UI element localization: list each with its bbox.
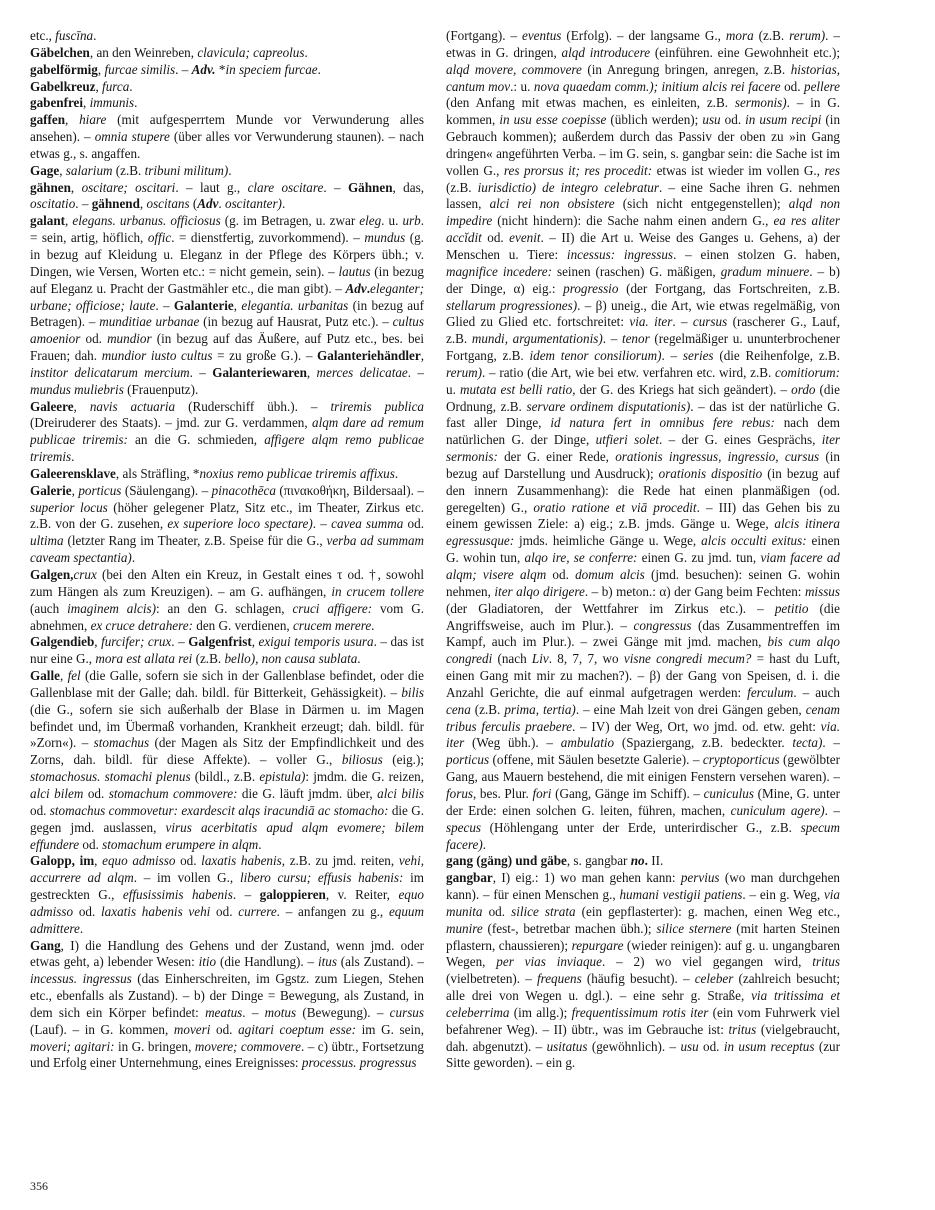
dictionary-entry: Galopp, im, equo admisso od. laxatis habenis, z.B. zu jmd. reiten, vehi, accurrere ad alqm. – im vollen G., libero cursu; effusis habenis: im gestreckten G., effusissimis habenis. – galoppieren, v. Reiter, equo admisso od. laxatis habenis vehi od. currere. – anfangen zu g., equum admittere.: [30, 853, 424, 936]
dictionary-entry: gabenfrei, immunis.: [30, 95, 138, 111]
dictionary-entry: (Fortgang). – eventus (Erfolg). – der langsame G., mora (z.B. rerum). – etwas in G. dringen, alqd introducere (einführen. eine Gewohnheit etc.); alqd movere, commovere (in Anregung bringen, anregen, z.B. historias, cantum mov.: u. nova quaedam comm.); initium alcis rei facere od. pellere (den Anfang mit etwas machen, es einleiten, z.B. sermonis). – in G. kommen, in usu esse coepisse (üblich werden); usu od. in usum recipi (in Gebrauch kommen); außerdem durch das Passiv der oben zu »in Gang dringen« angeführten Verba. – im G. sein, s. gangbar sein: die Sache ist im vollen G., res prorsus it; res procedit: etwas ist wieder im vollen G., res (z.B. iurisdictio) de integro celebratur. – eine Sache ihren G. nehmen lassen, alci rei non obsistere (sich nicht entgegenstellen); alqd non impedire (nicht hindern): die Sache nahm einen andern G., ea res aliter accĭdit od. evenit. – II) die Art u. Weise des Ganges u. Gehens, a) der Menschen u. Tiere: incessus: ingressus. – einen stolzen G. haben, magnifice incedere: seinen (raschen) G. mäßigen, gradum minuere. – b) der Dinge, α) eig.: progressio (der Fortgang, das Fortschreiten, z.B. stellarum progressiones). – β) uneig., die Art, wie etwas regelmäßig, von Glied zu Glied etc. fortschreitet: via. iter. – cursus (rascherer G., Lauf, z.B. mundi, argumentationis). – tenor (regelmäßiger u. ununterbrochener Fortgang, z.B. idem tenor consiliorum). – series (die Reihenfolge, z.B. rerum). – ratio (die Art, wie bei etw. verfahren etc. wird, z.B. comitiorum: u. mutata est belli ratio, der G. des Kriegs hat sich geändert). – ordo (die Ordnung, z.B. servare ordinem disputationis). – das ist der natürliche G. fast aller Dinge, id natura fert in omnibus fere rebus: nach dem natürlichen G. der Dinge, utfieri solet. – der G. eines Gesprächs, iter sermonis: der G. einer Rede, orationis ingressus, ingressio, cursus (in bezug auf Darstellung und Ausdruck); orationis dispositio (in bezug auf den innern Zusammenhang): die Rede hat einen planmäßigen (od. geregelten) G., oratio ratione et viā procedit. – III) das Gehen bis zu einem gewissen Ziele: a) eig.; z.B. jmds. Gänge u. Wege, alcis itinera egressusque: jmds. heimliche Gänge u. Wege, alcis occulti exitus: einen G. wohin tun, alqo ire, se conferre: einen G. zu jmd. tun, viam facere ad alqm; visere alqm od. domum alcis (jmd. besuchen): seinen G. wohin nehmen, iter alqo dirigere. – b) meton.: α) der Gang beim Fechten: missus (der Gladiatoren, der Wettfahrer im Zirkus etc.). – petitio (die Angriffsweise, auch im Plur.). – congressus (das Zusammentreffen im Kampf, auch im Plur.). – zwei Gänge mit jmd. machen, bis cum alqo congredi (nach Liv. 8, 7, 7, wo visne congredi mecum? = hast du Luft, einen Gang mit mir zu machen?). – β) der Gang von Speisen, d. i. die Anzahl Gerichte, die auf einmal aufgetragen werden: ferculum. – auch cena (z.B. prima, tertia). – eine Mah lzeit von drei Gängen geben, cenam tribus ferculis praebere. – IV) der Weg, Ort, wo jmd. od. etw. geht: via. iter (Weg übh.). – ambulatio (Spaziergang, z.B. bedeckter. tecta). – porticus (offene, mit Säulen besetzte Galerie). – cryptoporticus (gewölbter Gang, aus Mauern bestehend, die mit einigen Fenstern versehen waren). – forus, bes. Plur. fori (Gang, Gänge im Schiff). – cuniculus (Mine, G. unter der Erde: einen solchen G. leiten, führen, machen, cuniculum agere). – specus (Höhlengang unter der Erde, unterirdischer G., z.B. specum facere).: [446, 28, 840, 852]
dictionary-entry: gabelförmig, furcae similis. – Adv. *in speciem furcae.: [30, 61, 321, 77]
dictionary-entry: gaffen, hiare (mit aufgesperrtem Munde vor Verwunderung alles ansehen). – omnia stupere (über alles vor Verwunderung staunen). – nach etwas g., s. angaffen.: [30, 112, 424, 161]
dictionary-entry: Gage, salarium (z.B. tribuni militum).: [30, 162, 232, 178]
dictionary-entry: Galle, fel (die Galle, sofern sie sich in der Gallenblase befindet, oder die Gallenblase mit der Galle; dah. bildl. für Bitterkeit, Gehässigkeit). – bilis (die G., sofern sie sich außerhalb der Blase in Därmen u. im Magen befindet und, im Übermaß vorhanden, Krankheit erzeugt; dah. bildl. für »Zorn«). – stomachus (der Magen als Sitz der Empfindlichkeit und des Zorns, dah. bildl. für diese Affekte). – voller G., biliosus (eig.); stomachosus. stomachi plenus (bildl., z.B. epistula): jmdm. die G. reizen, alci bilem od. stomachum commovere: die G. läuft jmdm. über, alci bilis od. stomachus commovetur: exardescit alqs iracundiā ac stomacho: die G. gegen jmd. auslassen, virus acerbitatis apud alqm evomere; bilem effundere od. stomachum erumpere in alqm.: [30, 668, 424, 852]
right-column: [446, 28, 840, 1168]
dictionary-entry: gangbar, I) eig.: 1) wo man gehen kann: pervius (wo man durchgehen kann). – für einen Menschen g., humani vestigii patiens. – ein g. Weg, via munita od. silice strata (ein gepflasterter): g. machen, einen Weg etc., munire (fest-, betretbar machen übh.); silice sternere (mit harten Steinen pflastern, chaussieren); repurgare (wieder reinigen): auf g. u. ungangbaren Wegen, per vias inviaque. – 2) wo viel gegangen wird, tritus (vielbetreten). – frequens (häufig besucht). – celeber (zahlreich besucht; alle drei von Wegen u. dgl.). – eine sehr g. Straße, via tritissima et celeberrima (im allg.); frequentissimum rotis iter (ein vom Fuhrwerk viel befahrener Weg). – II) übtr., was im Gebrauche ist: tritus (vielgebraucht, dah. abgenutzt). – usitatus (gewöhnlich). – usu od. in usum receptus (zur Sitte geworden). – ein g.: [446, 870, 840, 1071]
dictionary-entry: gähnen, oscitare; oscitari. – laut g., clare oscitare. – Gähnen, das, oscitatio. – gähnend, oscitans (Adv. oscitanter).: [30, 179, 424, 212]
dictionary-entry: Galeere, navis actuaria (Ruderschiff übh.). – triremis publica (Dreiruderer des Staats). – jmd. zur G. verdammen, alqm dare ad remum publicae triremis: an die G. schmieden, affigere alqm remo publicae triremis.: [30, 398, 424, 465]
dictionary-entry: Gabelkreuz, furca.: [30, 78, 133, 94]
left-column: [30, 28, 424, 1168]
dictionary-entry: Galgendieb, furcifer; crux. – Galgenfrist, exigui temporis usura. – das ist nur eine G., mora est allata rei (z.B. bello), non causa sublata.: [30, 634, 424, 667]
dictionary-entry: Galerie, porticus (Säulengang). – pinacothēca (πινακοθήκη, Bildersaal). – superior locus (höher gelegener Platz, Sitz etc., im Theater, Zirkus etc. z.B. von der G. zusehen, ex superiore loco spectare). – cavea summa od. ultima (letzter Rang im Theater, z.B. Speise für die G., verba ad summam caveam spectantia).: [30, 482, 424, 566]
dictionary-entry: gang (gäng) und gäbe, s. gangbar no. II.: [446, 853, 664, 869]
dictionary-entry: galant, elegans. urbanus. officiosus (g. im Betragen, u. zwar eleg. u. urb. = sein, artig, höflich, offic. = dienstfertig, zuvorkommend). – mundus (g. in bezug auf Kleidung u. Eleganz in der Pflege des Körpers übh.; v. Dingen, wie Versen, Worten etc.: = nicht gemein, sein). – lautus (in bezug auf Eleganz u. Pracht der Gastmähler etc., die man gibt). – Adv.eleganter; urbane; officiose; laute. – Galanterie, elegantia. urbanitas (in bezug auf Betragen). – munditiae urbanae (in bezug auf Hausrat, Putz etc.). – cultus amoenior od. mundior (in bezug auf das Äußere, auf Putz etc., bes. bei Frauen; dah. mundior iusto cultus = zu große G.). – Galanteriehändler, institor delicatarum mercium. – Galanteriewaren, merces delicatae. – mundus muliebris (Frauenputz).: [30, 213, 424, 397]
page-number: 356: [30, 1179, 48, 1193]
dictionary-entry: Galgen,crux (bei den Alten ein Kreuz, in Gestalt eines τ od. †, sowohl zum Hängen als zum Kreuzigen). – am G. aufhängen, in crucem tollere (auch imaginem alcis): an den G. schlagen, cruci affigere: vom G. abnehmen, ex cruce detrahere: den G. verdienen, crucem merere.: [30, 567, 424, 633]
dictionary-entry: etc., fuscīna.: [30, 28, 97, 43]
dictionary-entry: Gang, I) die Handlung des Gehens und der Zustand, wenn jmd. oder etwas geht, a) lebender Wesen: itio (die Handlung). – itus (als Zustand). – incessus. ingressus (das Einherschreiten, im Ggstz. zum Liegen, Stehen etc., ebenfalls als Zustand). – b) der Dinge = Bewegung, als Zustand, in dem sich ein Körper befindet: meatus. – motus (Bewegung). – cursus (Lauf). – in G. kommen, moveri od. agitari coeptum esse: im G. sein, moveri; agitari: in G. bringen, movere; commovere. – c) übtr., Fortsetzung und Erfolg einer Unternehmung, eines Ereignisses: processus. progressus: [30, 937, 424, 1071]
dictionary-entry: Gäbelchen, an den Weinreben, clavicula; capreolus.: [30, 44, 308, 60]
dictionary-entry: Galeerensklave, als Sträfling, *noxius remo publicae triremis affixus.: [30, 465, 399, 481]
